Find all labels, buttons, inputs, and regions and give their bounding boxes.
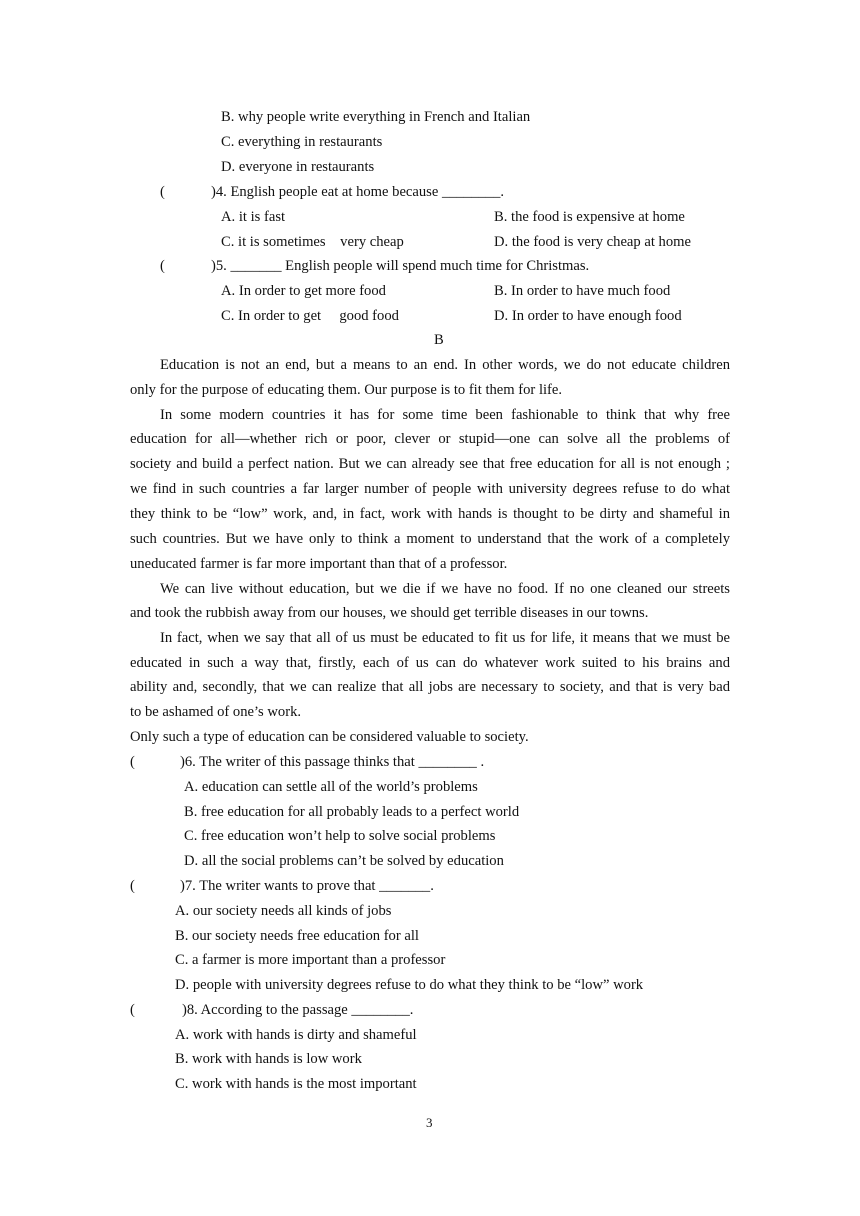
- q8-option-a: A. work with hands is dirty and shameful: [175, 1027, 417, 1043]
- q5-answer-bracket[interactable]: (: [160, 258, 165, 274]
- q8-answer-bracket[interactable]: (: [130, 1002, 135, 1018]
- q7-option-b: B. our society needs free education for all: [175, 928, 419, 944]
- page-number: 3: [426, 1115, 433, 1130]
- q3-option-d: D. everyone in restaurants: [221, 159, 375, 175]
- q4-answer-bracket[interactable]: (: [160, 184, 165, 200]
- q4-option-b: B. the food is expensive at home: [494, 209, 685, 225]
- q3-option-b: B. why people write everything in French and Italian: [221, 109, 531, 125]
- passage-p2-line1: In some modern countries it has for some time been fashionable to think that why free: [160, 407, 730, 423]
- passage-p4-line4: to be ashamed of one’s work.: [130, 704, 302, 720]
- q5-option-b: B. In order to have much food: [494, 283, 671, 299]
- passage-p1-line2: only for the purpose of educating them. Our purpose is to fit them for life.: [130, 382, 563, 398]
- q4-stem: )4. English people eat at home because ________.: [211, 184, 505, 200]
- q7-option-a: A. our society needs all kinds of jobs: [175, 903, 392, 919]
- q7-answer-bracket[interactable]: (: [130, 878, 135, 894]
- q7-stem: )7. The writer wants to prove that _______.: [180, 878, 434, 894]
- passage-p2-line2: education for all—whether rich or poor, clever or stupid—one can solve all the problems of: [130, 431, 730, 447]
- q6-stem: )6. The writer of this passage thinks that ________ .: [180, 754, 485, 770]
- q6-option-d: D. all the social problems can’t be solved by education: [184, 853, 504, 869]
- q4-option-d: D. the food is very cheap at home: [494, 234, 691, 250]
- passage-p2-line3: society and build a perfect nation. But we can already see that free education for all is not enough ;: [130, 456, 730, 472]
- q5-option-d: D. In order to have enough food: [494, 308, 682, 324]
- q5-stem: )5. _______ English people will spend much time for Christmas.: [211, 258, 590, 274]
- q6-answer-bracket[interactable]: (: [130, 754, 135, 770]
- passage-p5: Only such a type of education can be considered valuable to society.: [130, 729, 529, 745]
- q6-option-c: C. free education won’t help to solve social problems: [184, 828, 496, 844]
- q7-option-c: C. a farmer is more important than a professor: [175, 952, 446, 968]
- q8-option-c: C. work with hands is the most important: [175, 1076, 417, 1092]
- passage-p3-line2: and took the rubbish away from our houses, we should get terrible diseases in our towns.: [130, 605, 649, 621]
- q5-option-a: A. In order to get more food: [221, 283, 386, 299]
- q4-option-a: A. it is fast: [221, 209, 286, 225]
- q6-option-a: A. education can settle all of the world’s problems: [184, 779, 478, 795]
- passage-p1-line1: Education is not an end, but a means to an end. In other words, we do not educate children: [160, 357, 730, 373]
- passage-p2-line5: they think to be “low” work, and, in fact, work with hands is thought to be dirty and shameful in: [130, 506, 730, 522]
- passage-p2-line4: we find in such countries a far larger number of people with university degrees refuse to do what: [130, 481, 730, 497]
- q7-option-d: D. people with university degrees refuse to do what they think to be “low” work: [175, 977, 644, 993]
- passage-p3-line1: We can live without education, but we die if we have no food. If no one cleaned our streets: [160, 581, 730, 597]
- passage-p2-line6: such countries. But we have only to think a moment to understand that the work of a completely: [130, 531, 730, 547]
- passage-p4-line1: In fact, when we say that all of us must be educated to fit us for life, it means that we must be: [160, 630, 730, 646]
- passage-p4-line3: ability and, secondly, that we can realize that all jobs are necessary to society, and that is very bad: [130, 679, 730, 695]
- q6-option-b: B. free education for all probably leads to a perfect world: [184, 804, 520, 820]
- section-b-heading: B: [434, 332, 444, 348]
- q5-option-c: C. In order to get good food: [221, 308, 399, 324]
- q3-option-c: C. everything in restaurants: [221, 134, 383, 150]
- q8-option-b: B. work with hands is low work: [175, 1051, 362, 1067]
- passage-p2-line7: uneducated farmer is far more important than that of a professor.: [130, 556, 508, 572]
- passage-p4-line2: educated in such a way that, firstly, each of us can do whatever work suited to his brains and: [130, 655, 730, 671]
- q4-option-c: C. it is sometimes very cheap: [221, 234, 404, 250]
- q8-stem: )8. According to the passage ________.: [182, 1002, 414, 1018]
